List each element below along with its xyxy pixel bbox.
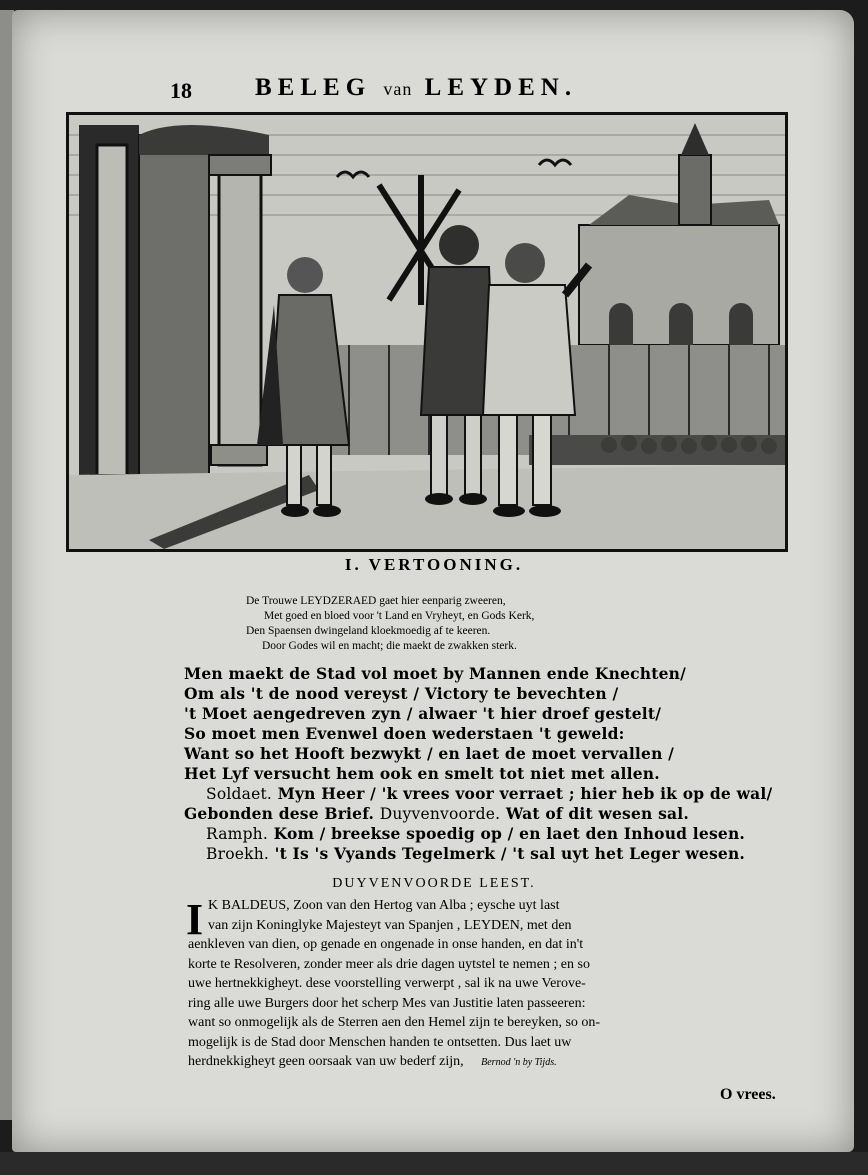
- verse-line: Den Spaensen dwingeland kloekmoedig af te keeren.: [246, 625, 491, 637]
- dialogue-text: Wat of dit wesen sal.: [505, 804, 689, 823]
- letter-line: ring alle uwe Burgers door het scherp Mes van Justitie laten passeeren:: [188, 995, 586, 1011]
- dialogue-text: Kom / breekse spoedig op / en laet den Inhoud lesen.: [273, 824, 746, 843]
- verse-block: [246, 594, 534, 654]
- running-title: [255, 74, 705, 102]
- page-number: 18: [170, 78, 192, 103]
- dialogue-line: [184, 824, 804, 844]
- dialogue-text: 't Is 's Vyands Tegelmerk / 't sal uyt het Leger wesen.: [274, 844, 746, 863]
- letter-line: van zijn Koninglyke Majesteyt van Spanjen , LEYDEN, met den: [208, 917, 572, 933]
- verse-line: De Trouwe LEYDZERAED gaet hier eenparig zweeren,: [246, 595, 506, 607]
- letter-line: aenkleven van dien, op genade en ongenade in onse handen, en dat in't: [188, 937, 584, 952]
- letter-line: mogelijk is de Stad door Menschen handen te ontsetten. Dus laet uw: [188, 1034, 572, 1050]
- speaker-name: Ramph.: [206, 825, 268, 843]
- dialogue-text: Gebonden dese Brief.: [184, 804, 375, 823]
- dialogue-line: 't Moet aengedreven zyn / alwaer 't hier droef gestelt/: [184, 704, 662, 723]
- letter-line: [188, 1052, 800, 1073]
- verse-line: Door Godes wil en macht; die maekt de zwakken sterk.: [262, 640, 517, 652]
- scan-background: [0, 1152, 868, 1175]
- drop-capital: I: [186, 895, 204, 944]
- speaker-name: Soldaet.: [206, 785, 272, 803]
- dialogue-text: Myn Heer / 'k vrees voor verraet ; hier heb ik op de wal/: [277, 784, 773, 803]
- letter-line: uwe hertnekkigheyt. dese voorstelling verwerpt , sal ik na uwe Verove-: [188, 976, 586, 991]
- title-part-b: LEYDEN.: [424, 74, 578, 101]
- handwritten-note: Bernod 'n by Tijds.: [481, 1057, 557, 1068]
- woodcut-scene: [69, 115, 785, 549]
- dialogue-line: So moet men Evenwel doen wederstaen 't geweld:: [184, 724, 625, 743]
- title-part-a: BELEG: [255, 74, 372, 101]
- dialogue-line: [184, 784, 804, 804]
- dialogue-line: [184, 804, 804, 824]
- dialogue-line: Men maekt de Stad vol moet by Mannen ende Knechten/: [184, 664, 686, 683]
- dialogue-line: Om als 't de nood vereyst / Victory te bevechten /: [184, 684, 619, 703]
- dialogue-block: [184, 664, 804, 864]
- speaker-name: Broekh.: [206, 845, 270, 863]
- catchword: O vrees.: [720, 1086, 776, 1103]
- letter-line-text: herdnekkigheyt geen oorsaak van uw bederf zijn,: [188, 1054, 464, 1069]
- dialogue-line: [184, 844, 804, 864]
- verse-line: Met goed en bloed voor 't Land en Vryheyt, en Gods Kerk,: [264, 610, 535, 622]
- letter-body: [188, 896, 800, 1073]
- letter-heading: DUYVENVOORDE LEEST.: [332, 876, 536, 891]
- title-part-mid: van: [383, 79, 413, 99]
- speaker-name: Duyvenvoorde.: [379, 805, 501, 823]
- scene-title: I. VERTOONING.: [344, 555, 524, 574]
- woodcut-illustration: [66, 112, 788, 552]
- letter-line: korte te Resolveren, zonder meer als drie dagen uytstel te nemen ; en so: [188, 956, 590, 972]
- letter-line: K BALDEUS, Zoon van den Hertog van Alba ; eysche uyt last: [208, 898, 560, 913]
- dialogue-line: Het Lyf versucht hem ook en smelt tot niet met allen.: [184, 764, 660, 783]
- dialogue-line: Want so het Hooft bezwykt / en laet de moet vervallen /: [184, 744, 675, 763]
- letter-line: want so onmogelijk als de Sterren aen den Hemel zijn te bereyken, so on-: [188, 1015, 601, 1030]
